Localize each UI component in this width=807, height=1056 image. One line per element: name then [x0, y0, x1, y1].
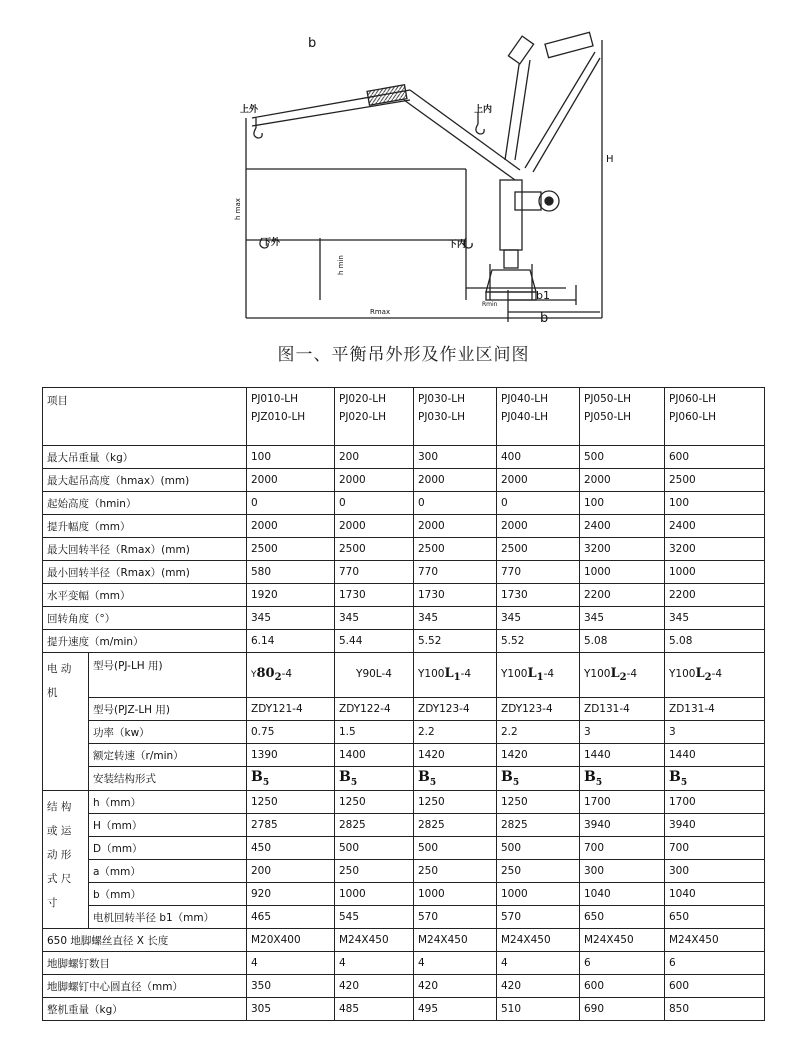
table-row: [43, 975, 765, 998]
cell: 1440: [580, 744, 665, 767]
motor-model-cell: Y90L-4: [335, 653, 414, 698]
cell: 500: [497, 837, 580, 860]
label-rmax: Rmax: [370, 308, 391, 316]
cell: 420: [335, 975, 414, 998]
cell: 2000: [247, 469, 335, 492]
mount-cell: $B_5$: [665, 767, 765, 791]
cell: 2500: [247, 538, 335, 561]
row-label: h（mm）: [89, 791, 247, 814]
cell: 570: [497, 906, 580, 929]
cell: 2200: [665, 584, 765, 607]
table-row: [43, 515, 765, 538]
diagram-top-label: b: [308, 36, 317, 51]
cell: 100: [247, 446, 335, 469]
cell: 2500: [335, 538, 414, 561]
cell: 4: [414, 952, 497, 975]
cell: 510: [497, 998, 580, 1021]
table-row: [43, 721, 765, 744]
table-header-row: [43, 388, 765, 446]
header-label: 项目: [43, 388, 247, 446]
cell: 570: [414, 906, 497, 929]
cell: 345: [414, 607, 497, 630]
cell: M24X450: [414, 929, 497, 952]
cell: 1000: [497, 883, 580, 906]
cell: 1730: [335, 584, 414, 607]
table-row: [43, 446, 765, 469]
row-label: 水平变幅（mm）: [43, 584, 247, 607]
cell: 500: [335, 837, 414, 860]
cell: 250: [497, 860, 580, 883]
motor-model-cell: $Y100L_1-4$: [497, 653, 580, 698]
label-upper-in: 上内: [474, 105, 493, 115]
spec-table: [42, 387, 765, 1021]
motor-model-cell: $Y80_2-4$: [247, 653, 335, 698]
cell: M24X450: [665, 929, 765, 952]
cell: 0: [335, 492, 414, 515]
row-label: 650 地脚螺丝直径 X 长度: [43, 929, 247, 952]
model-cell: PJ010-LH PJZ010-LH: [247, 388, 335, 446]
row-label: 地脚螺钉中心圆直径（mm）: [43, 975, 247, 998]
cell: 1730: [414, 584, 497, 607]
model-cell: PJ020-LH PJ020-LH: [335, 388, 414, 446]
cell: 350: [247, 975, 335, 998]
cell: 2.2: [414, 721, 497, 744]
cell: 1250: [414, 791, 497, 814]
table-row: [43, 538, 765, 561]
row-label: 型号(PJZ-LH 用): [89, 698, 247, 721]
table-row: [43, 860, 765, 883]
cell: 300: [665, 860, 765, 883]
cell: 1250: [497, 791, 580, 814]
table-row: [43, 607, 765, 630]
cell: 1000: [414, 883, 497, 906]
label-b1: b1: [536, 289, 550, 302]
cell: 400: [497, 446, 580, 469]
model-cell: PJ050-LH PJ050-LH: [580, 388, 665, 446]
table-row: [43, 492, 765, 515]
label-H: H: [606, 154, 614, 165]
cell: 2000: [335, 515, 414, 538]
cell: 2000: [414, 469, 497, 492]
cell: 580: [247, 561, 335, 584]
cell: 2000: [580, 469, 665, 492]
cell: 5.44: [335, 630, 414, 653]
label-lower-out: 下外: [262, 238, 281, 248]
mount-cell: $B_5$: [247, 767, 335, 791]
cell: 0: [497, 492, 580, 515]
cell: 2000: [414, 515, 497, 538]
row-label: H（mm）: [89, 814, 247, 837]
cell: 2000: [497, 515, 580, 538]
cell: 2000: [335, 469, 414, 492]
cell: ZDY123-4: [414, 698, 497, 721]
label-upper-out: 上外: [240, 105, 259, 115]
cell: 100: [665, 492, 765, 515]
cell: 345: [247, 607, 335, 630]
cell: M20X400: [247, 929, 335, 952]
table-row: [43, 469, 765, 492]
cell: 2200: [580, 584, 665, 607]
cell: 700: [580, 837, 665, 860]
table-row: [43, 883, 765, 906]
motor-model-cell: $Y100L_2-4$: [580, 653, 665, 698]
motor-model-cell: $Y100L_2-4$: [665, 653, 765, 698]
cell: 485: [335, 998, 414, 1021]
cell: 0.75: [247, 721, 335, 744]
cell: 600: [665, 446, 765, 469]
cell: 545: [335, 906, 414, 929]
cell: 6: [580, 952, 665, 975]
cell: 1040: [665, 883, 765, 906]
cell: 420: [414, 975, 497, 998]
cell: 6: [665, 952, 765, 975]
table-row: [43, 744, 765, 767]
cell: ZDY121-4: [247, 698, 335, 721]
row-label: 最大吊重量（kg）: [43, 446, 247, 469]
cell: 1920: [247, 584, 335, 607]
cell: 920: [247, 883, 335, 906]
row-label: 型号(PJ-LH 用): [89, 653, 247, 698]
cell: 345: [497, 607, 580, 630]
cell: 420: [497, 975, 580, 998]
cell: 2400: [580, 515, 665, 538]
table-row: [43, 929, 765, 952]
mount-cell: $B_5$: [414, 767, 497, 791]
cell: 200: [247, 860, 335, 883]
mount-cell: $B_5$: [497, 767, 580, 791]
cell: 305: [247, 998, 335, 1021]
mount-cell: $B_5$: [335, 767, 414, 791]
label-b: b: [540, 311, 549, 326]
table-row: [43, 837, 765, 860]
cell: 100: [580, 492, 665, 515]
cell: 1420: [414, 744, 497, 767]
cell: 1390: [247, 744, 335, 767]
cell: 2825: [497, 814, 580, 837]
cell: 1700: [580, 791, 665, 814]
cell: 2500: [497, 538, 580, 561]
row-label: 最大起吊高度（hmax）(mm): [43, 469, 247, 492]
motor-model-cell: $Y100L_1-4$: [414, 653, 497, 698]
cell: 4: [335, 952, 414, 975]
cell: 300: [414, 446, 497, 469]
cell: 770: [335, 561, 414, 584]
cell: 1440: [665, 744, 765, 767]
cell: 1730: [497, 584, 580, 607]
cell: 2500: [414, 538, 497, 561]
cell: 1420: [497, 744, 580, 767]
model-cell: PJ060-LH PJ060-LH: [665, 388, 765, 446]
table-row: [43, 630, 765, 653]
cell: 0: [414, 492, 497, 515]
cell: 3200: [665, 538, 765, 561]
cell: 2825: [414, 814, 497, 837]
cell: 5.08: [665, 630, 765, 653]
cell: 1000: [335, 883, 414, 906]
table-row: [43, 653, 765, 698]
cell: 1400: [335, 744, 414, 767]
row-label: a（mm）: [89, 860, 247, 883]
table-row: [43, 698, 765, 721]
cell: 2500: [665, 469, 765, 492]
model-cell: PJ030-LH PJ030-LH: [414, 388, 497, 446]
row-label: 额定转速（r/min）: [89, 744, 247, 767]
cell: 1250: [335, 791, 414, 814]
cell: 770: [414, 561, 497, 584]
cell: 6.14: [247, 630, 335, 653]
cell: 1040: [580, 883, 665, 906]
row-label: 提升幅度（mm）: [43, 515, 247, 538]
cell: 500: [414, 837, 497, 860]
cell: 2825: [335, 814, 414, 837]
cell: 250: [335, 860, 414, 883]
cell: 2.2: [497, 721, 580, 744]
cell: 3: [665, 721, 765, 744]
row-label: 整机重量（kg）: [43, 998, 247, 1021]
cell: 3: [580, 721, 665, 744]
cell: 690: [580, 998, 665, 1021]
cell: 500: [580, 446, 665, 469]
cell: ZD131-4: [665, 698, 765, 721]
cell: ZDY123-4: [497, 698, 580, 721]
group-label-structure: 结 构 或 运 动 形 式 尺 寸: [43, 791, 89, 929]
row-label: 最小回转半径（Rmax）(mm): [43, 561, 247, 584]
table-row: [43, 561, 765, 584]
cell: 1000: [665, 561, 765, 584]
cell: 2000: [247, 515, 335, 538]
cell: 200: [335, 446, 414, 469]
figure-caption: 图一、平衡吊外形及作业区间图: [277, 345, 530, 365]
label-hmin: h min: [337, 255, 345, 275]
row-label: b（mm）: [89, 883, 247, 906]
cell: 1250: [247, 791, 335, 814]
cell: 1.5: [335, 721, 414, 744]
cell: 3940: [580, 814, 665, 837]
cell: 1700: [665, 791, 765, 814]
cell: 495: [414, 998, 497, 1021]
mount-cell: $B_5$: [580, 767, 665, 791]
cell: 2000: [497, 469, 580, 492]
row-label: D（mm）: [89, 837, 247, 860]
cell: 770: [497, 561, 580, 584]
cell: 5.08: [580, 630, 665, 653]
cell: 465: [247, 906, 335, 929]
crane-diagram: [0, 0, 807, 340]
cell: 0: [247, 492, 335, 515]
cell: 4: [497, 952, 580, 975]
cell: 600: [665, 975, 765, 998]
model-cell: PJ040-LH PJ040-LH: [497, 388, 580, 446]
cell: 700: [665, 837, 765, 860]
row-label: 最大回转半径（Rmax）(mm): [43, 538, 247, 561]
cell: 5.52: [497, 630, 580, 653]
cell: M24X450: [335, 929, 414, 952]
cell: 2400: [665, 515, 765, 538]
row-label: 安装结构形式: [89, 767, 247, 791]
cell: ZDY122-4: [335, 698, 414, 721]
row-label: 地脚螺钉数目: [43, 952, 247, 975]
label-lower-in: 下内: [448, 240, 467, 250]
cell: 345: [665, 607, 765, 630]
cell: 3200: [580, 538, 665, 561]
table-row: [43, 998, 765, 1021]
table-row: [43, 906, 765, 929]
row-label: 电机回转半径 b1（mm）: [89, 906, 247, 929]
cell: 650: [580, 906, 665, 929]
cell: 4: [247, 952, 335, 975]
group-label-motor: 电 动 机: [43, 653, 89, 791]
cell: 345: [580, 607, 665, 630]
row-label: 回转角度（°）: [43, 607, 247, 630]
cell: ZD131-4: [580, 698, 665, 721]
cell: 450: [247, 837, 335, 860]
label-hmax: h max: [234, 198, 242, 220]
cell: 5.52: [414, 630, 497, 653]
label-rmin: Rmin: [482, 301, 498, 308]
cell: 850: [665, 998, 765, 1021]
cell: M24X450: [497, 929, 580, 952]
cell: 1000: [580, 561, 665, 584]
cell: 650: [665, 906, 765, 929]
table-row: [43, 584, 765, 607]
table-row: [43, 791, 765, 814]
cell: 3940: [665, 814, 765, 837]
cell: 600: [580, 975, 665, 998]
row-label: 提升速度（m/min）: [43, 630, 247, 653]
cell: 300: [580, 860, 665, 883]
table-row: [43, 767, 765, 791]
cell: 250: [414, 860, 497, 883]
row-label: 功率（kw）: [89, 721, 247, 744]
row-label: 起始高度（hmin）: [43, 492, 247, 515]
cell: 2785: [247, 814, 335, 837]
table-row: [43, 952, 765, 975]
cell: M24X450: [580, 929, 665, 952]
table-row: [43, 814, 765, 837]
cell: 345: [335, 607, 414, 630]
